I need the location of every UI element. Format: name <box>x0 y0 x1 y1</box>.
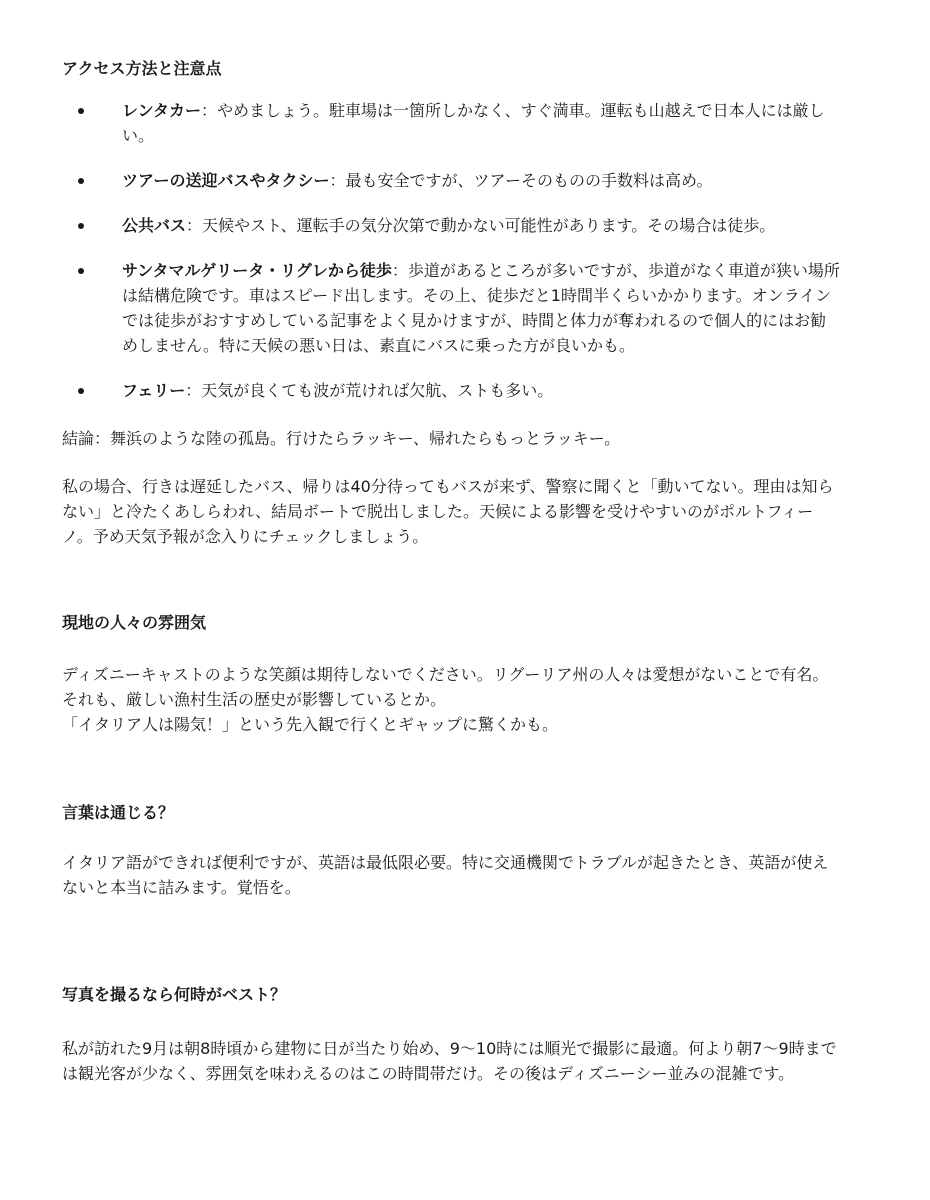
list-item-term: フェリー <box>122 381 186 400</box>
bullet-icon <box>78 388 84 394</box>
people-line-1: ディズニーキャストのような笑顔は期待しないでください。リグーリア州の人々は愛想がないことで有名。それも、厳しい漁村生活の歴史が影響しているとか。 <box>62 665 829 709</box>
people-line-2: 「イタリア人は陽気！」という先入観で行くとギャップに驚くかも。 <box>62 715 559 734</box>
language-heading: 言葉は通じる？ <box>62 803 175 822</box>
list-item <box>62 378 842 403</box>
list-item-term: 公共バス <box>122 216 187 235</box>
access-method-list <box>62 98 842 423</box>
experience-paragraph: 私の場合、行きは遅延したバス、帰りは40分待ってもバスが来ず、警察に聞くと「動いてない。理由は知らない」と冷たくあしらわれ、結局ボートで脱出しました。天候による影響を受けやすいのがポルトフィーノ。予め天気予報が念入りにチェックしましょう。 <box>62 477 834 546</box>
list-item-text: ：歩道があるところが多いですが、歩道がなく車道が狭い場所は結構危険です。車はスピード出します。その上、徒歩だと1時間半くらいかかります。オンラインでは徒歩がおすすめしている記事をよく見かけますが、時間と体力が奪われるので個人的にはお勧めしません。特に天候の悪い日は、素直にバスに乗った方が良いかも。 <box>122 261 840 355</box>
photo-heading: 写真を撮るなら何時がベスト？ <box>62 985 287 1004</box>
photo-paragraph: 私が訪れた9月は朝8時頃から建物に日が当たり始め、9〜10時には順光で撮影に最適。何より朝7〜9時までは観光客が少なく、雰囲気を味わえるのはこの時間帯だけ。その後はディズニーシー並みの混雑です。 <box>62 1039 837 1083</box>
list-item-term: ツアーの送迎バスやタクシー <box>122 171 330 190</box>
conclusion-paragraph: 結論：舞浜のような陸の孤島。行けたらラッキー、帰れたらもっとラッキー。 <box>62 429 621 448</box>
bullet-icon <box>78 178 84 184</box>
people-heading: 現地の人々の雰囲気 <box>62 613 207 632</box>
list-item-text: ：天候やスト、運転手の気分次第で動かない可能性があります。その場合は徒歩。 <box>186 216 776 235</box>
language-paragraph: イタリア語ができれば便利ですが、英語は最低限必要。特に交通機関でトラブルが起きたとき、英語が使えないと本当に詰みます。覚悟を。 <box>62 853 829 897</box>
list-item <box>62 98 842 148</box>
list-item <box>62 213 842 238</box>
list-item <box>62 168 842 193</box>
bullet-icon <box>78 108 84 114</box>
bullet-icon <box>78 268 84 274</box>
list-item-term: レンタカー <box>122 101 201 120</box>
people-paragraph <box>62 662 842 737</box>
bullet-icon <box>78 223 84 229</box>
list-item-term: サンタマルゲリータ・リグレから徒歩 <box>122 261 392 280</box>
list-item-text: ：天気が良くても波が荒ければ欠航、ストも多い。 <box>185 381 554 400</box>
access-heading: アクセス方法と注意点 <box>62 59 222 78</box>
list-item-text: ：最も安全ですが、ツアーそのものの手数料は高め。 <box>329 171 713 190</box>
list-item <box>62 258 842 358</box>
list-item-text: ：やめましょう。駐車場は一箇所しかなく、すぐ満車。運転も山越えで日本人には厳しい。 <box>122 101 825 145</box>
